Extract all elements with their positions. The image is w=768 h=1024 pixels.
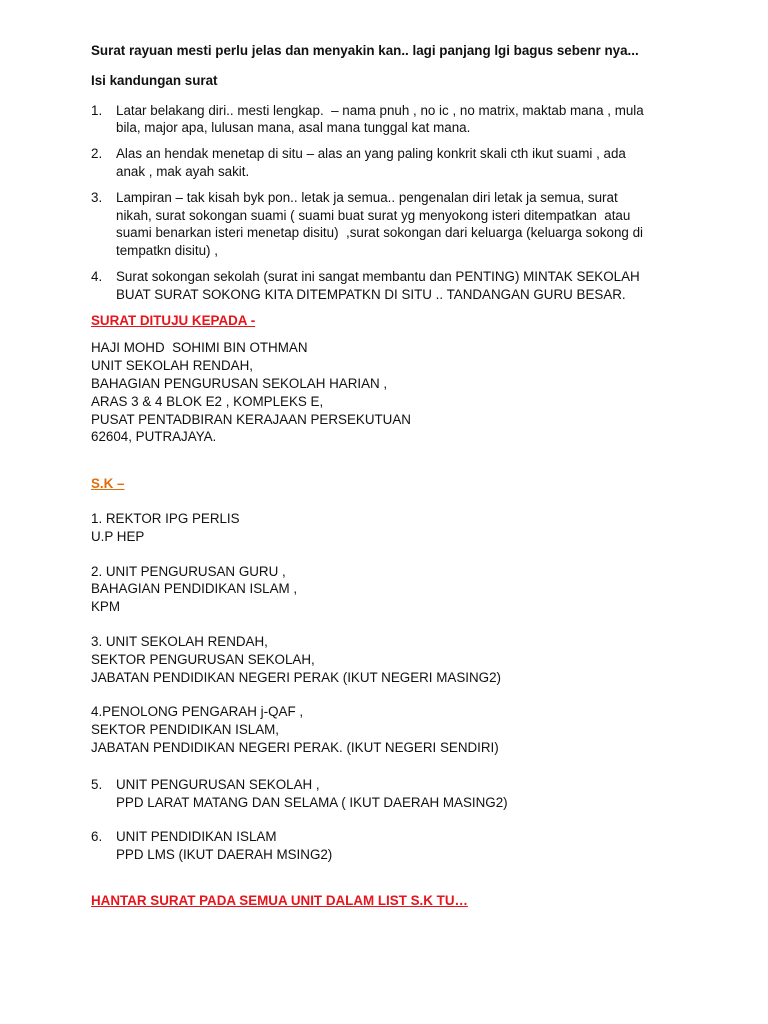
list-line: Alas an hendak menetap di situ – alas an yang paling konkrit skali cth ikut suami , ada xyxy=(116,146,626,162)
list-item xyxy=(91,268,691,304)
list-line: tempatkn disitu) , xyxy=(116,243,218,259)
list-line: PPD LMS (IKUT DAERAH MSING2) xyxy=(116,847,333,863)
sk-block xyxy=(91,510,691,546)
list-item xyxy=(91,189,691,260)
document-page xyxy=(91,42,691,923)
list-item xyxy=(91,776,691,812)
list-item xyxy=(91,828,691,864)
address-line: 62604, PUTRAJAYA. xyxy=(91,429,217,445)
sk-block xyxy=(91,703,691,756)
final-heading: HANTAR SURAT PADA SEMUA UNIT DALAM LIST S.K TU… xyxy=(91,892,468,908)
sk-line: 4.PENOLONG PENGARAH j-QAF , xyxy=(91,704,304,720)
intro-text: Surat rayuan mesti perlu jelas dan menyakin kan.. lagi panjang lgi bagus sebenr nya... xyxy=(91,43,639,58)
list-line: UNIT PENGURUSAN SEKOLAH , xyxy=(116,776,320,792)
sk-line: U.P HEP xyxy=(91,528,145,544)
sk-heading: S.K – xyxy=(91,476,125,492)
sk-block xyxy=(91,563,691,616)
list-line: UNIT PENDIDIKAN ISLAM xyxy=(116,829,277,845)
addressee-heading: SURAT DITUJU KEPADA - xyxy=(91,312,256,328)
sk-block xyxy=(91,633,691,686)
address-line: ARAS 3 & 4 BLOK E2 , KOMPLEKS E, xyxy=(91,393,324,409)
address-line: BAHAGIAN PENGURUSAN SEKOLAH HARIAN , xyxy=(91,375,388,391)
sk-line: 3. UNIT SEKOLAH RENDAH, xyxy=(91,633,268,649)
sk-line: 1. REKTOR IPG PERLIS xyxy=(91,510,240,526)
contents-list xyxy=(91,102,691,304)
list-number: 3. xyxy=(91,189,103,205)
list-number: 1. xyxy=(91,102,103,118)
sk-line: KPM xyxy=(91,599,121,615)
sk-line: SEKTOR PENGURUSAN SEKOLAH, xyxy=(91,651,315,667)
list-item xyxy=(91,102,691,138)
list-line: Surat sokongan sekolah (surat ini sangat membantu dan PENTING) MINTAK SEKOLAH xyxy=(116,268,640,284)
sk-line: BAHAGIAN PENDIDIKAN ISLAM , xyxy=(91,581,298,597)
list-item xyxy=(91,145,691,181)
list-line: suami benarkan isteri menetap disitu) ,surat sokongan dari keluarga (keluarga sokong di xyxy=(116,225,643,241)
address-line: PUSAT PENTADBIRAN KERAJAAN PERSEKUTUAN xyxy=(91,411,411,427)
list-line: Latar belakang diri.. mesti lengkap. – nama pnuh , no ic , no matrix, maktab mana , mula xyxy=(116,102,644,118)
list-number: 4. xyxy=(91,268,103,284)
list-number: 5. xyxy=(91,776,103,792)
sk-line: SEKTOR PENDIDIKAN ISLAM, xyxy=(91,722,280,738)
list-number: 2. xyxy=(91,146,103,162)
sk-line: 2. UNIT PENGURUSAN GURU , xyxy=(91,563,286,579)
sk-line: JABATAN PENDIDIKAN NEGERI PERAK (IKUT NEGERI MASING2) xyxy=(91,669,501,685)
list-number: 6. xyxy=(91,829,103,845)
address-line: HAJI MOHD SOHIMI BIN OTHMAN xyxy=(91,340,308,356)
addressee-block xyxy=(91,339,691,446)
list-line: anak , mak ayah sakit. xyxy=(116,163,250,179)
list-line: bila, major apa, lulusan mana, asal mana tunggal kat mana. xyxy=(116,120,471,136)
list-line: BUAT SURAT SOKONG KITA DITEMPATKN DI SITU .. TANDANGAN GURU BESAR. xyxy=(116,286,626,302)
contents-heading: Isi kandungan surat xyxy=(91,72,218,88)
sk-numbered-list xyxy=(91,776,691,864)
list-line: Lampiran – tak kisah byk pon.. letak ja semua.. pengenalan diri letak ja semua, surat xyxy=(116,189,618,205)
sk-line: JABATAN PENDIDIKAN NEGERI PERAK. (IKUT NEGERI SENDIRI) xyxy=(91,739,499,755)
list-line: PPD LARAT MATANG DAN SELAMA ( IKUT DAERAH MASING2) xyxy=(116,794,508,810)
address-line: UNIT SEKOLAH RENDAH, xyxy=(91,358,253,374)
list-line: nikah, surat sokongan suami ( suami buat surat yg menyokong isteri ditempatkan atau xyxy=(116,207,631,223)
